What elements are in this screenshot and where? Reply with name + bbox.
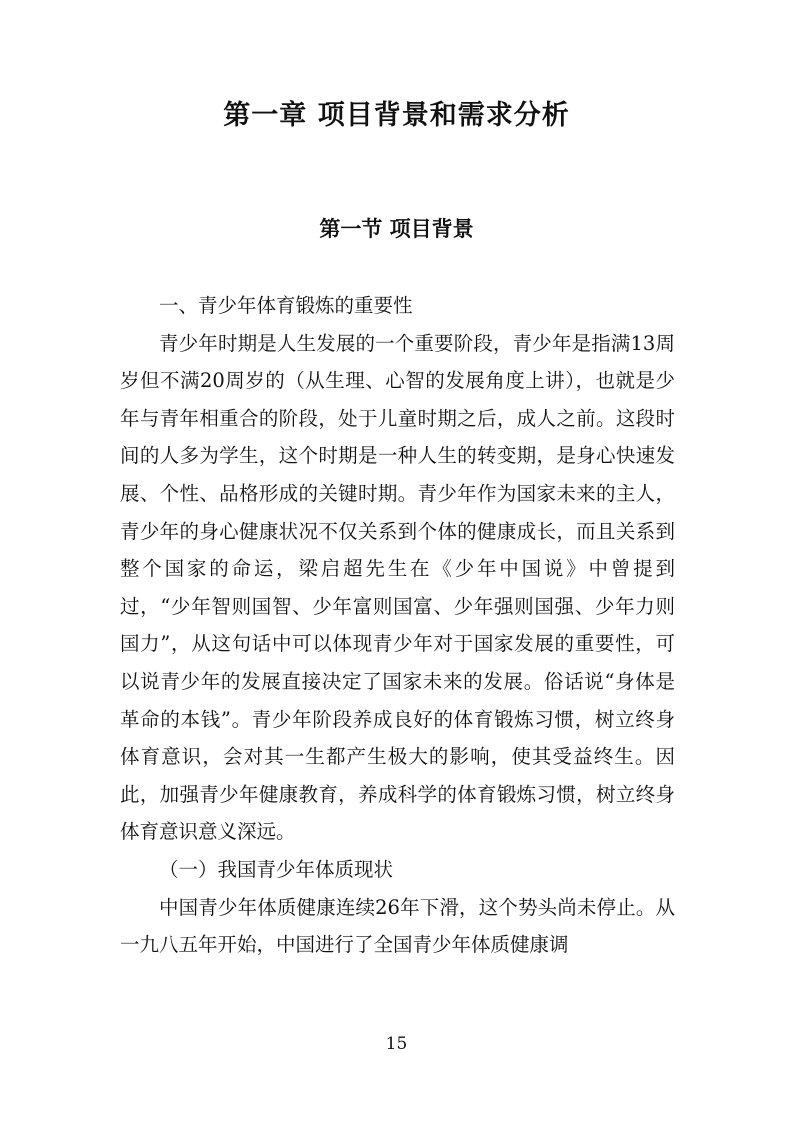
paragraph-physique-decline: 中国青少年体质健康连续26年下滑，这个势头尚未停止。从一九八五年开始，中国进行了全国青少年体质健康调 bbox=[120, 895, 675, 957]
subheading-importance: 一、青少年体育锻炼的重要性 bbox=[159, 294, 413, 317]
page-number: 15 bbox=[385, 1034, 408, 1054]
chapter-title: 第一章 项目背景和需求分析 bbox=[223, 100, 570, 131]
body-text bbox=[120, 287, 675, 964]
section-title: 第一节 项目背景 bbox=[319, 217, 474, 241]
subheading-physique-status: （一）我国青少年体质现状 bbox=[159, 857, 394, 881]
paragraph-youth-period: 青少年时期是人生发展的一个重要阶段，青少年是指满13周岁但不满20周岁的（从生理、心智的发展角度上讲），也就是少年与青年相重合的阶段，处于儿童时期之后，成人之前。这段时间的人多为学生，这个时期是一种人生的转变期，是身心快速发展、个性、品格形成的关键时期。青少年作为国家未来的主人，青少年的身心健康状况不仅关系到个体的健康成长，而且关系到整个国家的命运，梁启超先生在《少年中国说》中曾提到过，“少年智则国智、少年富则国富、少年强则国强、少年力则国力”，从这句话中可以体现青少年对于国家发展的重要性，可以说青少年的发展直接决定了国家未来的发展。俗话说“身体是革命的本钱”。青少年阶段养成良好的体育锻炼习惯，树立终身体育意识，会对其一生都产生极大的影响，使其受益终生。因此，加强青少年健康教育，养成科学的体育锻炼习惯，树立终身体育意识意义深远。 bbox=[120, 331, 675, 844]
